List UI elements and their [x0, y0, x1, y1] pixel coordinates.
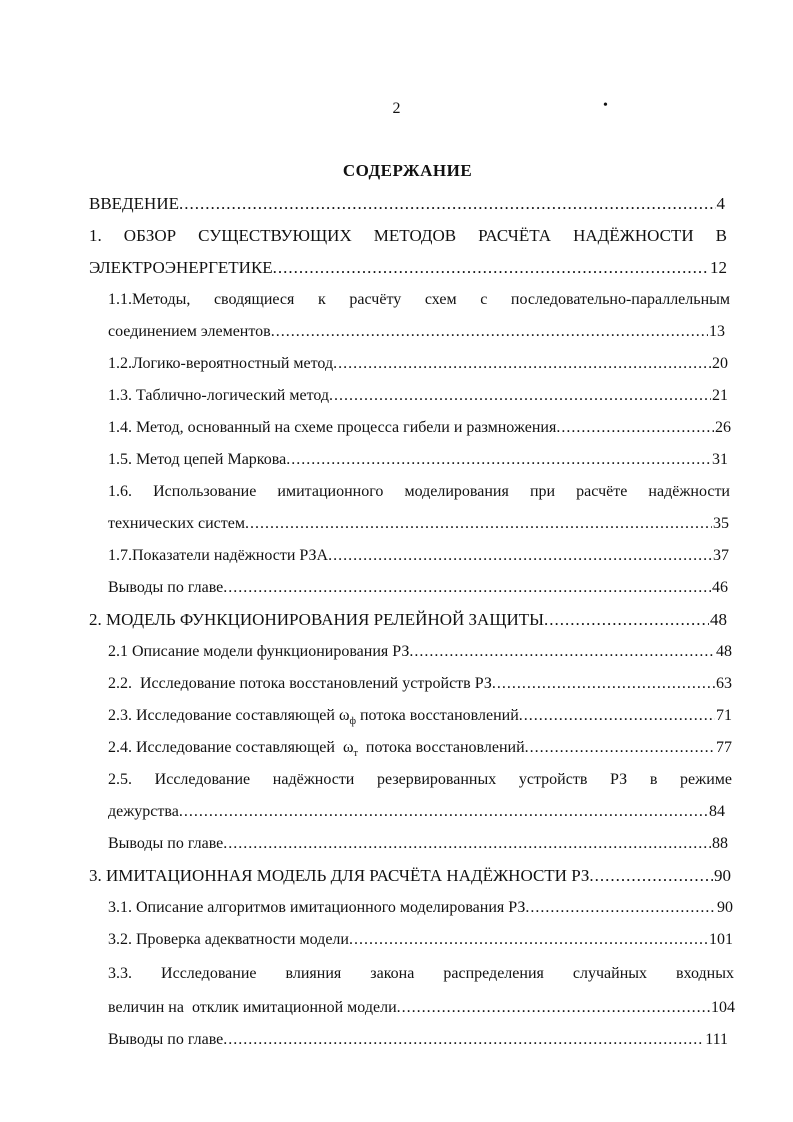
toc-entry-chapter-1-conclusions[interactable]: Выводы по главе ..... 46 [108, 576, 728, 600]
toc-entry-chapter-2-conclusions[interactable]: Выводы по главе ..... 88 [108, 832, 728, 856]
leader-dots [556, 416, 714, 440]
toc-entry-3-1[interactable]: 3.1. Описание алгоритмов имитационного моделирования РЗ ..... 90 [108, 896, 733, 920]
toc-entry-chapter-1[interactable]: ЭЛЕКТРОЭНЕРГЕТИКЕ ..... 12 [89, 256, 727, 280]
toc-entry-chapter-2[interactable]: 2. МОДЕЛЬ ФУНКЦИОНИРОВАНИЯ РЕЛЕЙНОЙ ЗАЩИТЫ ..... 48 [89, 608, 727, 632]
page-ref: 12 [710, 258, 727, 277]
leader-dots [409, 640, 715, 664]
leader-dots [525, 896, 716, 920]
toc-entry-chapter-3[interactable]: 3. ИМИТАЦИОННАЯ МОДЕЛЬ ДЛЯ РАСЧЁТА НАДЁЖНОСТИ РЗ ..... 90 [89, 864, 731, 888]
leader-dots [179, 800, 708, 824]
toc-entry-1-2[interactable]: 1.2.Логико-вероятностный метод ..... 20 [108, 352, 728, 376]
page-ref: 71 [716, 707, 732, 724]
toc-entry-1-6[interactable]: технических систем ..... 35 [108, 512, 729, 536]
leader-dots [271, 320, 708, 344]
leader-dots [349, 928, 708, 952]
page-ref: 31 [712, 451, 728, 468]
leader-dots [179, 192, 716, 216]
toc-entry-1-6-line-1[interactable]: 1.6. Использование имитационного моделирования при расчёте надёжности [108, 483, 730, 500]
page-ref: 111 [705, 1031, 728, 1048]
leader-dots [519, 704, 715, 728]
toc-entry-2-2[interactable]: 2.2. Исследование потока восстановлений устройств РЗ ..... 63 [108, 672, 732, 696]
toc-entry-1-4[interactable]: 1.4. Метод, основанный на схеме процесса гибели и размножения ..... 26 [108, 416, 731, 440]
toc-entry-2-4[interactable]: 2.4. Исследование составляющей $\omega_т$ потока восстановлений ..... 77 [108, 736, 732, 760]
leader-dots [273, 256, 709, 280]
page-ref: 77 [716, 739, 732, 756]
page-ref: 4 [716, 194, 725, 213]
speck-mark: • [603, 98, 608, 113]
toc-entry-intro[interactable]: ВВЕДЕНИЕ ..... 4 [89, 192, 725, 216]
leader-dots [333, 352, 711, 376]
toc-entry-1-5[interactable]: 1.5. Метод цепей Маркова ..... 31 [108, 448, 728, 472]
toc-entry-2-3[interactable]: 2.3. Исследование составляющей $\omega_ф$ потока восстановлений ..... 71 [108, 704, 732, 728]
page-ref: 21 [712, 387, 728, 404]
page-ref: 46 [712, 579, 728, 596]
leader-dots [492, 672, 715, 696]
toc-entry-1-3[interactable]: 1.3. Таблично-логический метод ..... 21 [108, 384, 728, 408]
toc-entry-2-1[interactable]: 2.1 Описание модели функционирования РЗ ..... 48 [108, 640, 732, 664]
page-ref: 48 [716, 643, 732, 660]
page-ref: 26 [715, 419, 731, 436]
page-ref: 13 [709, 323, 725, 340]
leader-dots [589, 864, 713, 888]
leader-dots [223, 576, 711, 600]
toc-entry-2-5[interactable]: дежурства ..... 84 [108, 800, 725, 824]
page-ref: 90 [717, 899, 733, 916]
toc-entry-chapter-3-conclusions[interactable]: Выводы по главе ..... 111 [108, 1028, 728, 1052]
page-ref: 101 [709, 931, 733, 948]
leader-dots [525, 736, 715, 760]
toc-entry-3-2[interactable]: 3.2. Проверка адекватности модели ..... 101 [108, 928, 733, 952]
toc-entry-1-1-line-1[interactable]: 1.1.Методы, сводящиеся к расчёту схем с последовательно-параллельным [108, 291, 730, 308]
toc-entry-1-1[interactable]: соединением элементов ..... 13 [108, 320, 725, 344]
leader-dots [223, 1028, 704, 1052]
page-ref: 84 [709, 803, 725, 820]
leader-dots [286, 448, 711, 472]
leader-dots [397, 996, 710, 1020]
page-ref: 104 [711, 999, 735, 1016]
leader-dots [223, 832, 711, 856]
page-number: 2 [392, 100, 401, 117]
page-ref: 20 [712, 355, 728, 372]
toc-title: СОДЕРЖАНИЕ [342, 161, 473, 180]
leader-dots [328, 544, 712, 568]
toc-entry-3-3[interactable]: величин на отклик имитационной модели ..... 104 [108, 996, 735, 1020]
page-ref: 88 [712, 835, 728, 852]
page-ref: 37 [713, 547, 729, 564]
toc-entry-chapter-1-line-1[interactable]: 1. ОБЗОР СУЩЕСТВУЮЩИХ МЕТОДОВ РАСЧЁТА НАДЁЖНОСТИ В [89, 226, 727, 245]
page-ref: 48 [710, 610, 727, 629]
page-ref: 90 [714, 866, 731, 885]
leader-dots [245, 512, 712, 536]
page-ref: 35 [713, 515, 729, 532]
leader-dots [329, 384, 711, 408]
toc-entry-3-3-line-1[interactable]: 3.3. Исследование влияния закона распределения случайных входных [108, 965, 734, 982]
toc-entry-2-5-line-1[interactable]: 2.5. Исследование надёжности резервированных устройств РЗ в режиме [108, 771, 732, 788]
page-ref: 63 [716, 675, 732, 692]
toc-entry-1-7[interactable]: 1.7.Показатели надёжности РЗА ..... 37 [108, 544, 729, 568]
leader-dots [544, 608, 709, 632]
